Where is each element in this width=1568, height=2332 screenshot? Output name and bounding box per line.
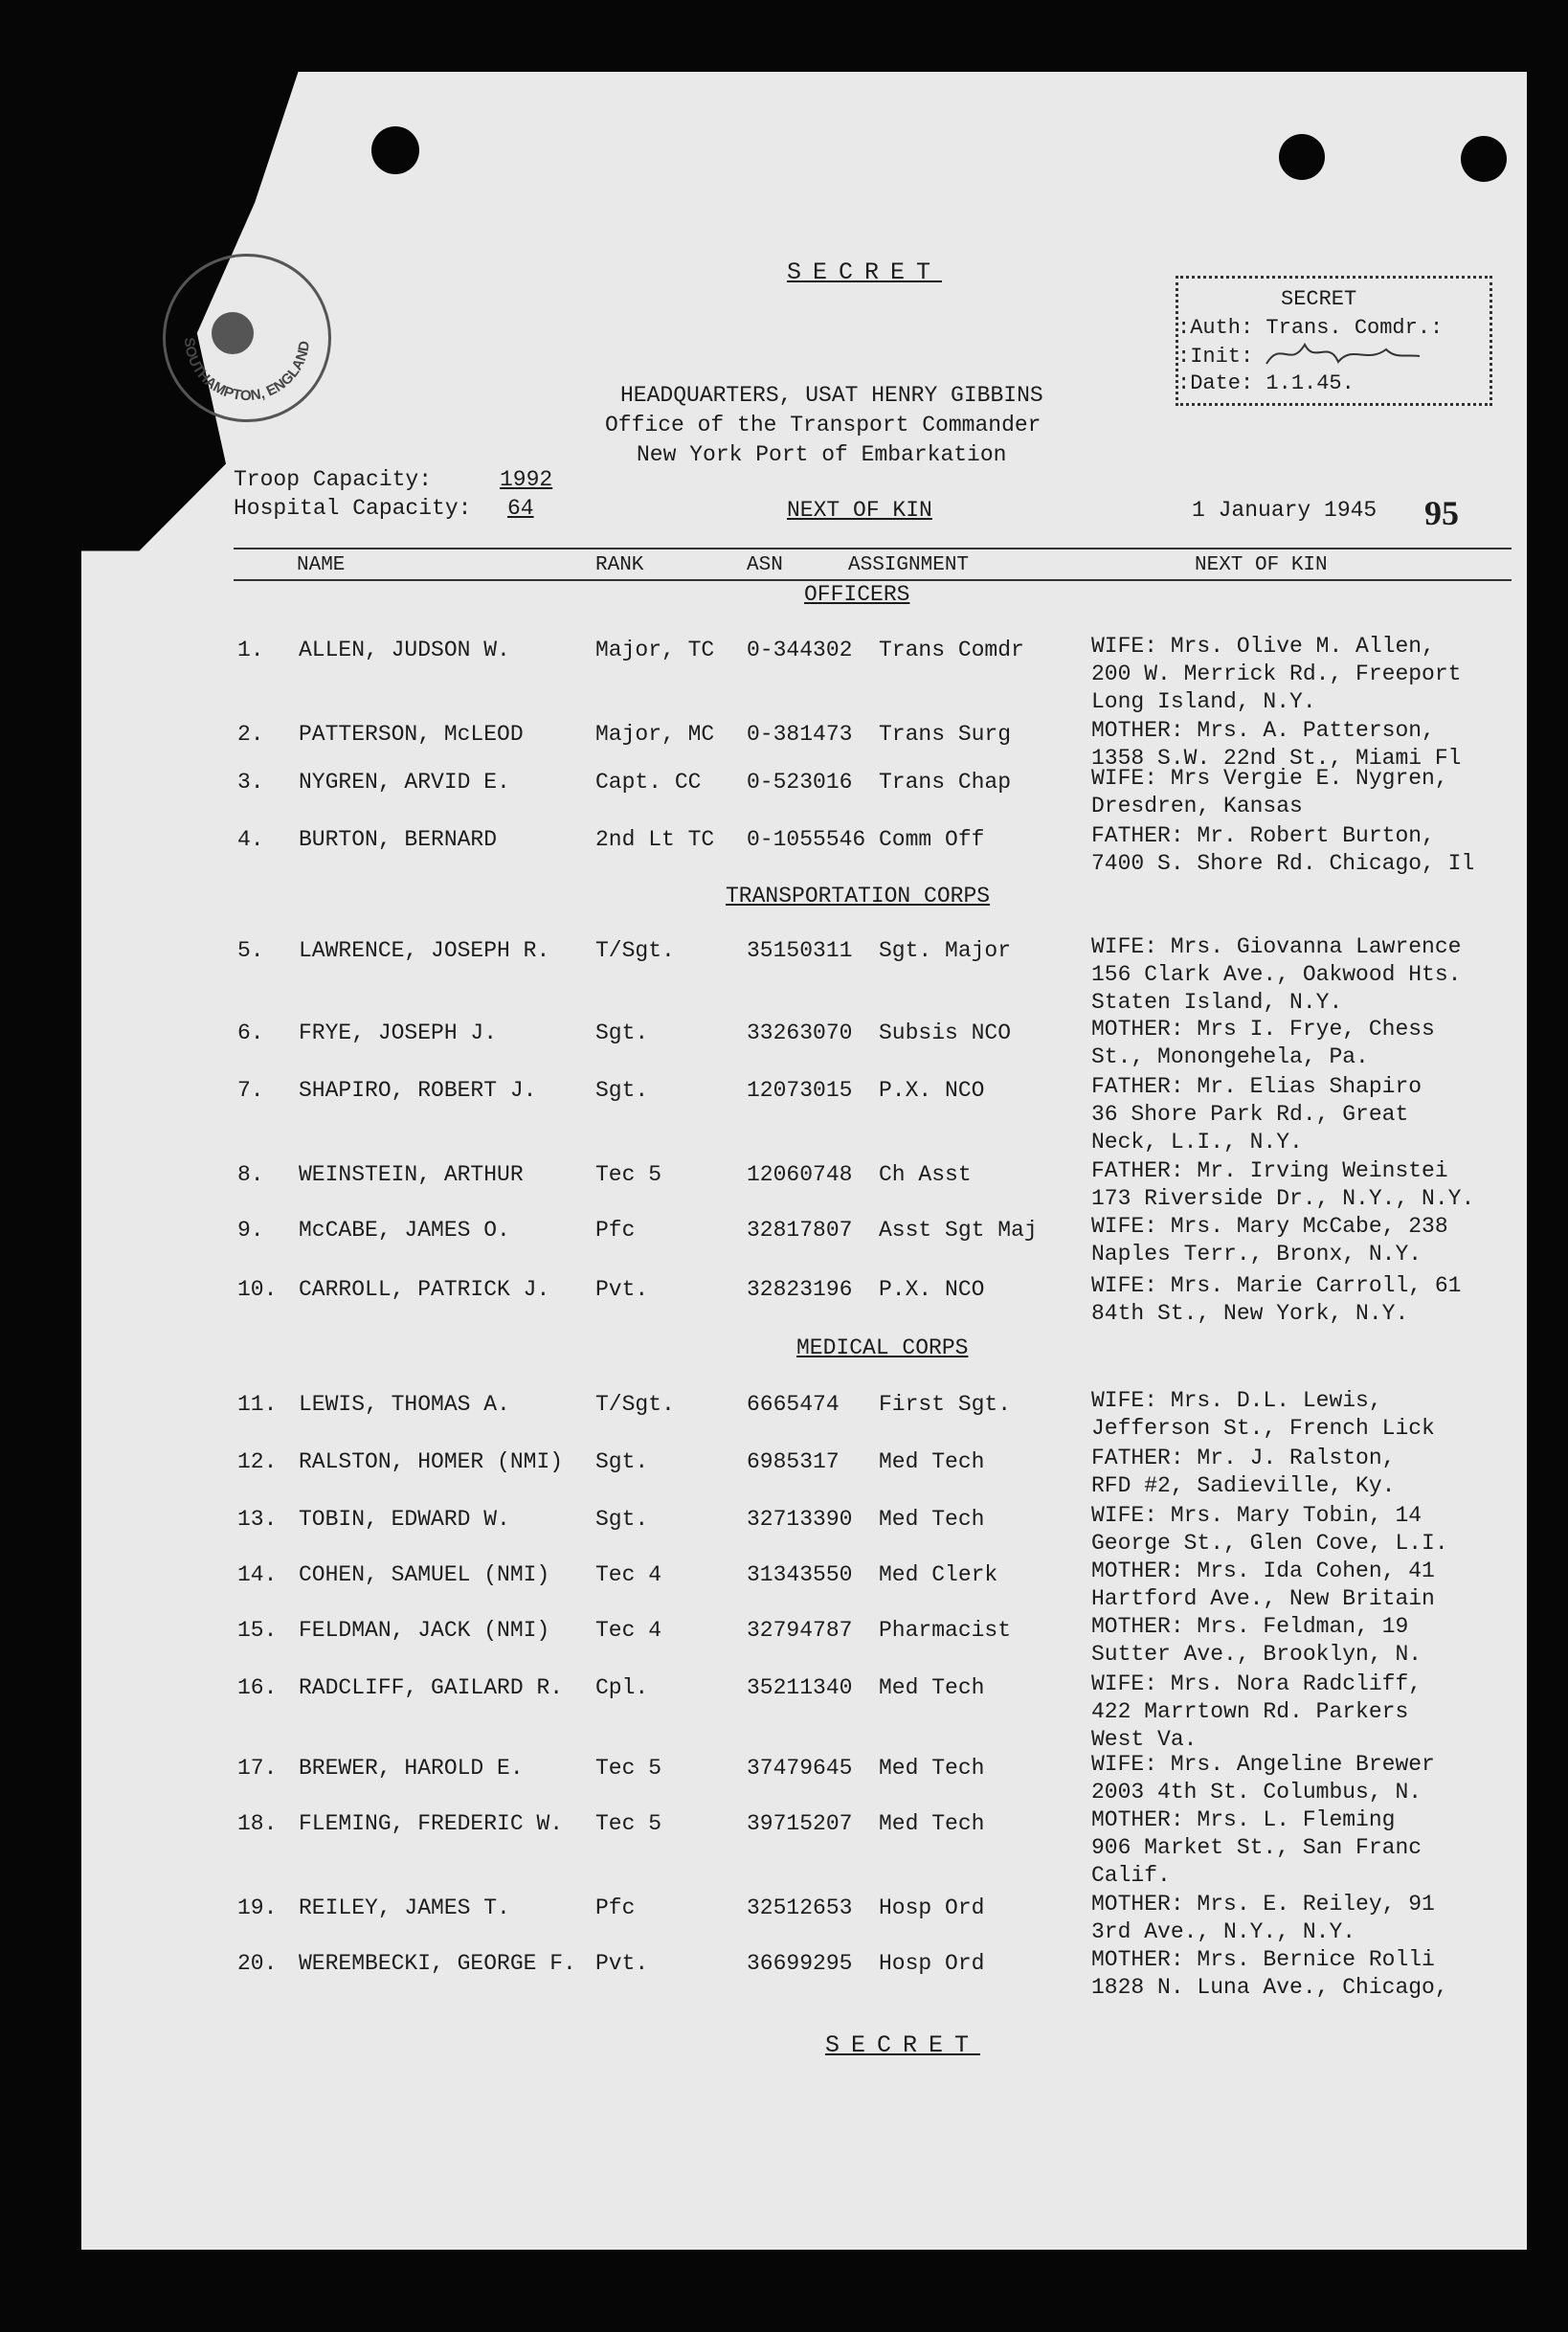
- row-next-of-kin-line: WIFE: Mrs. Mary McCabe, 238: [1091, 1214, 1448, 1239]
- row-asn: 36699295: [747, 1951, 853, 1976]
- row-rank: Sgt.: [595, 1507, 649, 1532]
- row-number: 5.: [237, 938, 264, 963]
- stamp-initials-signature: [1262, 335, 1424, 373]
- row-number: 14.: [237, 1562, 278, 1587]
- section-transportation-corps: TRANSPORTATION CORPS: [726, 884, 991, 908]
- row-asn: 32512653: [747, 1895, 853, 1920]
- row-next-of-kin-line: Long Island, N.Y.: [1091, 689, 1316, 714]
- row-number: 18.: [237, 1811, 278, 1836]
- row-name: WEREMBECKI, GEORGE F.: [299, 1951, 576, 1976]
- row-assignment: Med Tech: [879, 1449, 985, 1474]
- row-asn: 6665474: [747, 1392, 840, 1417]
- row-next-of-kin-line: FATHER: Mr. Irving Weinstei: [1091, 1158, 1448, 1183]
- header-rule-bottom: [234, 579, 1512, 581]
- row-assignment: Med Clerk: [879, 1562, 998, 1587]
- hq-line-1: HEADQUARTERS, USAT HENRY GIBBINS: [620, 383, 1043, 408]
- row-asn: 0-381473: [747, 722, 853, 747]
- row-rank: Sgt.: [595, 1078, 649, 1103]
- row-assignment: Trans Surg: [879, 722, 1012, 747]
- hospital-capacity-value: 64: [507, 496, 534, 521]
- row-assignment: Comm Off: [879, 827, 985, 852]
- row-next-of-kin-line: RFD #2, Sadieville, Ky.: [1091, 1473, 1396, 1498]
- page-number: 95: [1424, 494, 1459, 532]
- southampton-stamp: [163, 254, 331, 422]
- row-next-of-kin-line: WIFE: Mrs. Giovanna Lawrence: [1091, 934, 1462, 959]
- row-next-of-kin-line: WIFE: Mrs. Marie Carroll, 61: [1091, 1273, 1462, 1298]
- row-next-of-kin-line: Jefferson St., French Lick: [1091, 1416, 1435, 1441]
- punch-hole: [371, 126, 419, 174]
- row-next-of-kin-line: St., Monongehela, Pa.: [1091, 1044, 1369, 1069]
- punch-hole: [1279, 134, 1325, 180]
- row-next-of-kin-line: MOTHER: Mrs. Feldman, 19: [1091, 1614, 1409, 1639]
- row-rank: Major, MC: [595, 722, 715, 747]
- row-number: 13.: [237, 1507, 278, 1532]
- row-number: 9.: [237, 1218, 264, 1243]
- row-next-of-kin-line: 200 W. Merrick Rd., Freeport: [1091, 661, 1462, 686]
- row-asn: 32823196: [747, 1277, 853, 1302]
- row-next-of-kin-line: Dresdren, Kansas: [1091, 794, 1303, 818]
- row-name: COHEN, SAMUEL (NMI): [299, 1562, 550, 1587]
- row-next-of-kin-line: George St., Glen Cove, L.I.: [1091, 1531, 1448, 1556]
- row-next-of-kin-line: WIFE: Mrs. Olive M. Allen,: [1091, 634, 1435, 659]
- row-asn: 12073015: [747, 1078, 853, 1103]
- row-assignment: Trans Chap: [879, 770, 1012, 795]
- stamp-text: SOUTHAMPTON, ENGLAND: [180, 336, 314, 405]
- row-next-of-kin-line: MOTHER: Mrs. A. Patterson,: [1091, 718, 1435, 743]
- row-assignment: Hosp Ord: [879, 1951, 985, 1976]
- row-name: REILEY, JAMES T.: [299, 1895, 510, 1920]
- row-asn: 35150311: [747, 938, 853, 963]
- row-next-of-kin-line: Sutter Ave., Brooklyn, N.: [1091, 1642, 1422, 1667]
- row-rank: Pvt.: [595, 1277, 649, 1302]
- row-name: FRYE, JOSEPH J.: [299, 1020, 498, 1045]
- punch-hole: [1461, 136, 1507, 182]
- row-name: SHAPIRO, ROBERT J.: [299, 1078, 537, 1103]
- row-asn: 32713390: [747, 1507, 853, 1532]
- classification-top: SECRET: [787, 258, 943, 286]
- row-name: WEINSTEIN, ARTHUR: [299, 1162, 524, 1187]
- section-officers: OFFICERS: [804, 582, 910, 607]
- row-name: McCABE, JAMES O.: [299, 1218, 510, 1243]
- col-asn: ASN: [747, 554, 783, 576]
- row-asn: 0-1055546: [747, 827, 866, 852]
- row-rank: Sgt.: [595, 1449, 649, 1474]
- row-number: 7.: [237, 1078, 264, 1103]
- row-name: BREWER, HAROLD E.: [299, 1756, 524, 1781]
- row-next-of-kin-line: 7400 S. Shore Rd. Chicago, Il: [1091, 851, 1475, 876]
- row-rank: Major, TC: [595, 638, 715, 662]
- row-assignment: P.X. NCO: [879, 1277, 985, 1302]
- row-assignment: Subsis NCO: [879, 1020, 1012, 1045]
- row-name: TOBIN, EDWARD W.: [299, 1507, 510, 1532]
- row-number: 3.: [237, 770, 264, 795]
- stamp-date: :Date: 1.1.45.: [1177, 371, 1355, 395]
- row-number: 17.: [237, 1756, 278, 1781]
- row-assignment: Med Tech: [879, 1811, 985, 1836]
- row-name: FLEMING, FREDERIC W.: [299, 1811, 564, 1836]
- row-next-of-kin-line: MOTHER: Mrs. Ida Cohen, 41: [1091, 1558, 1435, 1583]
- row-number: 12.: [237, 1449, 278, 1474]
- row-next-of-kin-line: 1358 S.W. 22nd St., Miami Fl: [1091, 746, 1462, 771]
- row-assignment: Med Tech: [879, 1507, 985, 1532]
- row-rank: Tec 5: [595, 1162, 662, 1187]
- row-next-of-kin-line: WIFE: Mrs Vergie E. Nygren,: [1091, 766, 1448, 791]
- col-next-of-kin: NEXT OF KIN: [1195, 554, 1328, 576]
- row-rank: T/Sgt.: [595, 938, 675, 963]
- row-assignment: First Sgt.: [879, 1392, 1012, 1417]
- row-name: LEWIS, THOMAS A.: [299, 1392, 510, 1417]
- row-next-of-kin-line: MOTHER: Mrs. E. Reiley, 91: [1091, 1892, 1435, 1917]
- row-rank: Sgt.: [595, 1020, 649, 1045]
- row-rank: Tec 4: [595, 1562, 662, 1587]
- row-name: FELDMAN, JACK (NMI): [299, 1618, 550, 1643]
- row-name: BURTON, BERNARD: [299, 827, 498, 852]
- row-next-of-kin-line: Naples Terr., Bronx, N.Y.: [1091, 1242, 1422, 1267]
- row-assignment: Asst Sgt Maj: [879, 1218, 1038, 1243]
- classification-bottom: SECRET: [825, 2031, 981, 2059]
- row-asn: 12060748: [747, 1162, 853, 1187]
- row-rank: Capt. CC: [595, 770, 702, 795]
- row-name: ALLEN, JUDSON W.: [299, 638, 510, 662]
- section-medical-corps: MEDICAL CORPS: [796, 1335, 969, 1360]
- row-number: 2.: [237, 722, 264, 747]
- row-number: 4.: [237, 827, 264, 852]
- row-asn: 33263070: [747, 1020, 853, 1045]
- row-next-of-kin-line: MOTHER: Mrs I. Frye, Chess: [1091, 1017, 1435, 1042]
- row-asn: 35211340: [747, 1675, 853, 1700]
- header-rule-top: [234, 548, 1512, 549]
- row-next-of-kin-line: WIFE: Mrs. Mary Tobin, 14: [1091, 1503, 1422, 1528]
- row-name: CARROLL, PATRICK J.: [299, 1277, 550, 1302]
- row-rank: 2nd Lt TC: [595, 827, 715, 852]
- row-next-of-kin-line: WIFE: Mrs. D.L. Lewis,: [1091, 1388, 1382, 1413]
- row-name: NYGREN, ARVID E.: [299, 770, 510, 795]
- hq-line-2: Office of the Transport Commander: [605, 413, 1042, 437]
- row-next-of-kin-line: 422 Marrtown Rd. Parkers: [1091, 1699, 1409, 1724]
- row-rank: Pfc: [595, 1895, 636, 1920]
- stamp-title: SECRET: [1281, 287, 1357, 311]
- row-next-of-kin-line: WIFE: Mrs. Angeline Brewer: [1091, 1752, 1435, 1777]
- troop-capacity-value: 1992: [500, 467, 553, 492]
- row-assignment: Med Tech: [879, 1675, 985, 1700]
- row-number: 20.: [237, 1951, 278, 1976]
- row-assignment: Pharmacist: [879, 1618, 1012, 1643]
- stamp-auth: :Auth: Trans. Comdr.:: [1177, 316, 1444, 340]
- col-assignment: ASSIGNMENT: [848, 554, 970, 576]
- row-rank: Pfc: [595, 1218, 636, 1243]
- row-number: 16.: [237, 1675, 278, 1700]
- row-next-of-kin-line: MOTHER: Mrs. L. Fleming: [1091, 1807, 1396, 1832]
- row-next-of-kin-line: 173 Riverside Dr., N.Y., N.Y.: [1091, 1186, 1475, 1211]
- row-next-of-kin-line: 84th St., New York, N.Y.: [1091, 1301, 1409, 1326]
- subject-next-of-kin: NEXT OF KIN: [787, 498, 932, 523]
- row-rank: Tec 5: [595, 1811, 662, 1836]
- row-assignment: Hosp Ord: [879, 1895, 985, 1920]
- row-assignment: Sgt. Major: [879, 938, 1012, 963]
- row-next-of-kin-line: MOTHER: Mrs. Bernice Rolli: [1091, 1947, 1435, 1972]
- row-next-of-kin-line: Hartford Ave., New Britain: [1091, 1586, 1435, 1611]
- row-next-of-kin-line: West Va.: [1091, 1727, 1198, 1752]
- document-date: 1 January 1945: [1192, 498, 1378, 523]
- row-next-of-kin-line: Calif.: [1091, 1863, 1171, 1888]
- row-name: LAWRENCE, JOSEPH R.: [299, 938, 550, 963]
- row-asn: 6985317: [747, 1449, 840, 1474]
- hospital-capacity-label: Hospital Capacity:: [234, 496, 472, 521]
- row-next-of-kin-line: Neck, L.I., N.Y.: [1091, 1130, 1303, 1155]
- hq-line-3: New York Port of Embarkation: [637, 442, 1007, 467]
- row-name: PATTERSON, McLEOD: [299, 722, 524, 747]
- row-next-of-kin-line: 906 Market St., San Franc: [1091, 1835, 1422, 1860]
- row-assignment: P.X. NCO: [879, 1078, 985, 1103]
- row-name: RALSTON, HOMER (NMI): [299, 1449, 564, 1474]
- row-rank: Tec 5: [595, 1756, 662, 1781]
- row-next-of-kin-line: FATHER: Mr. J. Ralston,: [1091, 1446, 1396, 1470]
- row-assignment: Trans Comdr: [879, 638, 1024, 662]
- row-next-of-kin-line: 2003 4th St. Columbus, N.: [1091, 1780, 1422, 1805]
- row-asn: 32794787: [747, 1618, 853, 1643]
- row-next-of-kin-line: 36 Shore Park Rd., Great: [1091, 1102, 1409, 1127]
- row-asn: 32817807: [747, 1218, 853, 1243]
- row-next-of-kin-line: Staten Island, N.Y.: [1091, 990, 1343, 1015]
- col-name: NAME: [297, 554, 346, 576]
- row-asn: 0-344302: [747, 638, 853, 662]
- row-next-of-kin-line: 156 Clark Ave., Oakwood Hts.: [1091, 962, 1462, 987]
- row-next-of-kin-line: 1828 N. Luna Ave., Chicago,: [1091, 1975, 1448, 2000]
- row-rank: Cpl.: [595, 1675, 649, 1700]
- row-asn: 0-523016: [747, 770, 853, 795]
- row-next-of-kin-line: FATHER: Mr. Robert Burton,: [1091, 823, 1435, 848]
- row-number: 15.: [237, 1618, 278, 1643]
- row-number: 6.: [237, 1020, 264, 1045]
- row-number: 10.: [237, 1277, 278, 1302]
- row-next-of-kin-line: WIFE: Mrs. Nora Radcliff,: [1091, 1671, 1422, 1696]
- troop-capacity-label: Troop Capacity:: [234, 467, 433, 492]
- row-rank: T/Sgt.: [595, 1392, 675, 1417]
- row-rank: Pvt.: [595, 1951, 649, 1976]
- col-rank: RANK: [595, 554, 644, 576]
- row-asn: 37479645: [747, 1756, 853, 1781]
- row-number: 1.: [237, 638, 264, 662]
- row-asn: 39715207: [747, 1811, 853, 1836]
- row-next-of-kin-line: FATHER: Mr. Elias Shapiro: [1091, 1074, 1422, 1099]
- row-number: 11.: [237, 1392, 278, 1417]
- stamp-init: :Init:: [1177, 345, 1254, 369]
- row-next-of-kin-line: 3rd Ave., N.Y., N.Y.: [1091, 1919, 1356, 1944]
- row-rank: Tec 4: [595, 1618, 662, 1643]
- row-asn: 31343550: [747, 1562, 853, 1587]
- row-name: RADCLIFF, GAILARD R.: [299, 1675, 564, 1700]
- row-number: 8.: [237, 1162, 264, 1187]
- row-assignment: Ch Asst: [879, 1162, 972, 1187]
- row-assignment: Med Tech: [879, 1756, 985, 1781]
- row-number: 19.: [237, 1895, 278, 1920]
